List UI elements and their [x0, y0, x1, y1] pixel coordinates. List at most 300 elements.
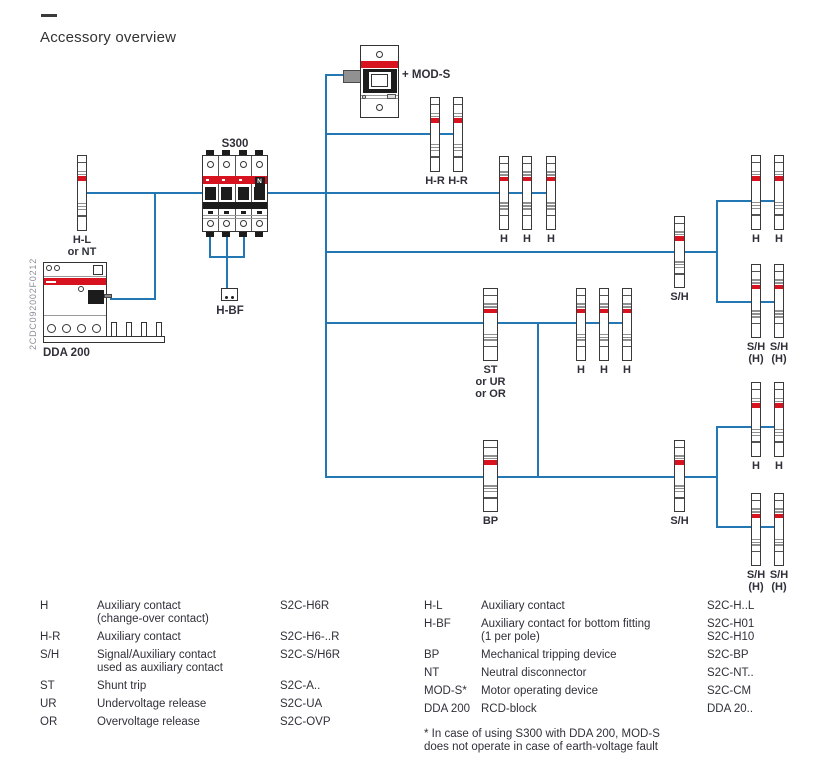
device-band [454, 156, 462, 158]
device-label-sh-right-up-2: S/H (H) [769, 341, 789, 365]
band-mark [206, 179, 209, 181]
device-band [752, 544, 760, 546]
device-band [78, 209, 86, 211]
device-band [500, 215, 508, 217]
device-band [577, 309, 585, 314]
device-band [752, 271, 760, 273]
device-band [675, 231, 684, 233]
device-band [547, 208, 555, 210]
device-band [752, 401, 760, 403]
mods-label: + MOD-S [402, 69, 451, 81]
device-band [431, 113, 439, 115]
device-label-h-l: H-L or NT [67, 234, 97, 258]
device-band [752, 514, 760, 519]
device-band [484, 491, 497, 493]
device-label-sh-right-low-1: S/H (H) [746, 569, 766, 593]
legend-description: Mechanical tripping device [481, 649, 617, 661]
device-band [454, 113, 462, 115]
device-band [600, 334, 608, 336]
device-band [675, 261, 684, 263]
device-h-right-low-1 [751, 382, 761, 457]
device-band [775, 214, 783, 216]
device-label-h-right-low-1: H [752, 460, 760, 472]
device-band [523, 202, 531, 204]
contact-dot [231, 296, 234, 299]
device-band [675, 460, 684, 465]
device-band [484, 455, 497, 457]
device-label-st: ST or UR or OR [475, 364, 506, 400]
hbf-body [221, 288, 238, 301]
device-band [775, 316, 783, 318]
legend-term: UR [40, 698, 57, 710]
legend-left-rows [40, 600, 416, 729]
device-band [623, 346, 631, 348]
device-band [547, 163, 555, 165]
legend-right [424, 600, 816, 754]
device-band [752, 310, 760, 312]
device-band [454, 104, 462, 106]
screw-icon [47, 324, 56, 333]
device-band [775, 205, 783, 207]
screw-icon [54, 265, 60, 271]
hbf-device [221, 288, 238, 301]
device-h-top-1 [499, 156, 509, 230]
device-h-r-2 [453, 97, 463, 172]
legend-description: Shunt trip [97, 680, 147, 692]
device-band [484, 447, 497, 449]
device-band [675, 497, 684, 499]
dda-switch [88, 290, 104, 304]
detail-line [44, 315, 106, 316]
screw-icon [376, 51, 383, 58]
device-band [500, 171, 508, 173]
bar-mark [257, 211, 262, 214]
device-band [577, 303, 585, 305]
device-label-h-mid-1: H [577, 364, 585, 376]
dda200-device [43, 262, 168, 344]
device-band [454, 144, 462, 146]
device-band [675, 447, 684, 449]
legend-row [424, 600, 816, 613]
toggle [205, 187, 216, 200]
detail-line [203, 215, 267, 216]
device-band [484, 485, 497, 487]
dda200-label: DDA 200 [43, 347, 90, 359]
device-band [675, 273, 684, 275]
device-band [752, 162, 760, 164]
device-band [78, 176, 86, 181]
device-band [523, 174, 531, 176]
screw-icon [256, 161, 263, 168]
busbar-fin [141, 322, 147, 337]
title-dash [41, 14, 57, 17]
device-h-mid-1 [576, 288, 586, 361]
device-band [752, 171, 760, 173]
device-band [484, 295, 497, 297]
device-h-right-up-2 [774, 155, 784, 230]
device-band [675, 234, 684, 236]
device-band [775, 539, 783, 541]
device-band [523, 177, 531, 182]
screw-icon [223, 220, 230, 227]
footnote-line: does not operate in case of earth-voltage fault [424, 741, 658, 753]
device-label-h-right-up-1: H [752, 233, 760, 245]
device-label-sh-lower: S/H [670, 515, 689, 527]
device-band [775, 514, 783, 519]
module-divider [235, 156, 236, 231]
screw-icon [362, 95, 366, 99]
wire-segment [716, 426, 779, 428]
device-band [577, 337, 585, 339]
device-band [484, 334, 497, 336]
legend-description: Auxiliary contact (change-over contact) [97, 600, 209, 625]
device-band [484, 460, 497, 465]
device-band [600, 346, 608, 348]
device-band [577, 295, 585, 297]
terminal-tab [222, 232, 230, 237]
device-sh-right-up-2 [774, 264, 784, 338]
legend-row [40, 631, 416, 644]
device-band [500, 163, 508, 165]
device-band [500, 202, 508, 204]
wire-segment [226, 256, 228, 288]
device-sh-upper [674, 216, 685, 288]
legend-order-code: S2C-A.. [280, 680, 321, 692]
s300-label: S300 [221, 138, 249, 150]
device-h-mid-2 [599, 288, 609, 361]
device-band [775, 162, 783, 164]
legend-description: Auxiliary contact [97, 631, 181, 643]
device-sh-right-low-1 [751, 493, 761, 566]
legend-order-code: S2C-UA [280, 698, 323, 710]
device-band [752, 542, 760, 544]
device-band [577, 339, 585, 341]
device-band [775, 323, 783, 325]
device-band [775, 542, 783, 544]
screw-icon [46, 265, 52, 271]
device-band [484, 458, 497, 460]
device-band [752, 282, 760, 284]
device-band [600, 303, 608, 305]
legend-description: Signal/Auxiliary contact used as auxiliary contact [97, 649, 223, 674]
device-band [752, 285, 760, 290]
legend-order-code: S2C-H6-..R [280, 631, 340, 643]
device-band [484, 303, 497, 305]
latch-detail [387, 94, 396, 99]
screw-icon [240, 161, 247, 168]
device-band [484, 488, 497, 490]
device-label-sh-upper: S/H [670, 291, 689, 303]
device-band [752, 202, 760, 204]
test-button [93, 265, 103, 275]
legend-term: NT [424, 667, 440, 679]
band-mark [239, 179, 242, 181]
device-band [523, 171, 531, 173]
device-band [675, 267, 684, 269]
busbar-fin [156, 322, 162, 337]
legend-term: H [40, 600, 49, 612]
wire-segment [325, 133, 461, 135]
device-band [547, 202, 555, 204]
indicator-icon [78, 286, 84, 292]
screw-icon [207, 220, 214, 227]
device-band [752, 429, 760, 431]
device-band [775, 282, 783, 284]
legend-row [424, 667, 816, 680]
device-band [775, 171, 783, 173]
bar-mark [241, 211, 246, 214]
device-band [623, 337, 631, 339]
device-band [623, 334, 631, 336]
device-band [752, 511, 760, 513]
dda-band-mark [46, 281, 56, 283]
device-band [600, 306, 608, 308]
legend-row [40, 680, 416, 693]
device-band [454, 150, 462, 152]
device-band [500, 174, 508, 176]
device-band [484, 306, 497, 308]
device-h-right-up-1 [751, 155, 761, 230]
device-band [752, 551, 760, 553]
device-label-sh-right-up-1: S/H (H) [746, 341, 766, 365]
device-band [431, 150, 439, 152]
device-band [623, 295, 631, 297]
legend-order-code: S2C-NT.. [707, 667, 754, 679]
device-h-mid-3 [622, 288, 632, 361]
legend-row [424, 649, 816, 662]
device-band [78, 174, 86, 176]
device-st [483, 288, 498, 361]
screw-icon [223, 161, 230, 168]
legend-row [40, 716, 416, 729]
legend-term: DDA 200 [424, 703, 471, 715]
legend-description: Overvoltage release [97, 716, 200, 728]
legend-term: H-R [40, 631, 61, 643]
device-band [431, 156, 439, 158]
device-band [775, 544, 783, 546]
device-band [752, 539, 760, 541]
device-band [523, 208, 531, 210]
bar-mark [224, 211, 229, 214]
legend-term: S/H [40, 649, 60, 661]
device-band [775, 279, 783, 281]
motor-core [371, 74, 388, 87]
device-band [623, 309, 631, 314]
device-band [523, 163, 531, 165]
terminal-tab [206, 232, 214, 237]
device-band [752, 500, 760, 502]
module-divider [251, 156, 252, 231]
legend-order-code: S2C-OVP [280, 716, 331, 728]
device-band [752, 323, 760, 325]
device-label-h-top-1: H [500, 233, 508, 245]
screw-icon [62, 324, 71, 333]
device-band [752, 508, 760, 510]
device-band [547, 171, 555, 173]
hbf-label: H-BF [216, 305, 244, 317]
device-h-l [77, 155, 87, 231]
legend-row [424, 685, 816, 698]
device-sh-right-low-2 [774, 493, 784, 566]
mods-red-band [361, 61, 398, 68]
device-band [577, 306, 585, 308]
device-band [752, 279, 760, 281]
device-band [752, 176, 760, 181]
device-band [600, 337, 608, 339]
device-band [78, 206, 86, 208]
device-band [775, 511, 783, 513]
device-band [752, 214, 760, 216]
device-band [752, 403, 760, 408]
device-band [484, 339, 497, 341]
device-band [775, 441, 783, 443]
device-band [775, 208, 783, 210]
device-h-right-low-2 [774, 382, 784, 457]
legend-left [40, 600, 416, 734]
legend-description: Auxiliary contact for bottom fitting (1 per pole) [481, 618, 651, 643]
device-band [78, 215, 86, 217]
locking-bar [203, 202, 267, 209]
bar-mark [208, 211, 213, 214]
switch-pin [104, 294, 112, 298]
device-band [484, 309, 497, 314]
legend-row [40, 600, 416, 626]
device-band [775, 202, 783, 204]
legend-order-code: S2C-H6R [280, 600, 330, 612]
wire-segment [716, 200, 718, 303]
device-band [577, 334, 585, 336]
device-band [500, 208, 508, 210]
footnote-line: * In case of using S300 with DDA 200, MOD-S [424, 728, 660, 740]
legend-description: RCD-block [481, 703, 537, 715]
device-band [752, 398, 760, 400]
device-h-r-1 [430, 97, 440, 172]
device-label-h-r-2: H-R [448, 175, 468, 187]
device-band [547, 177, 555, 182]
device-band [775, 271, 783, 273]
busbar-fin [126, 322, 132, 337]
device-h-top-2 [522, 156, 532, 230]
band-mark [222, 179, 225, 181]
device-label-h-right-low-2: H [775, 460, 783, 472]
device-band [752, 208, 760, 210]
device-band [523, 215, 531, 217]
device-band [623, 339, 631, 341]
device-band [600, 339, 608, 341]
device-label-h-top-2: H [523, 233, 531, 245]
device-band [675, 491, 684, 493]
device-band [775, 429, 783, 431]
detail-line [44, 276, 106, 277]
plug-connector [343, 70, 361, 83]
legend-description: Neutral disconnector [481, 667, 587, 679]
screw-icon [256, 220, 263, 227]
device-band [431, 118, 439, 123]
legend-term: H-L [424, 600, 443, 612]
wire-segment [716, 200, 779, 202]
device-band [775, 435, 783, 437]
device-h-top-3 [546, 156, 556, 230]
screw-icon [376, 104, 383, 111]
module-divider [218, 156, 219, 231]
device-bp [483, 440, 498, 512]
device-band [752, 205, 760, 207]
device-band [454, 118, 462, 123]
device-band [431, 144, 439, 146]
device-band [752, 174, 760, 176]
legend-row [40, 649, 416, 675]
wire-segment [325, 251, 718, 253]
device-band [775, 313, 783, 315]
legend-order-code: S2C-H..L [707, 600, 755, 612]
wire-segment [716, 301, 779, 303]
legend-term: BP [424, 649, 440, 661]
s300-breaker [202, 150, 268, 237]
device-band [623, 306, 631, 308]
terminal-tab [255, 232, 263, 237]
legend-footnote [424, 728, 816, 754]
device-band [752, 313, 760, 315]
device-band [484, 346, 497, 348]
device-band [775, 500, 783, 502]
page-title: Accessory overview [40, 29, 177, 46]
screw-icon [240, 220, 247, 227]
device-label-bp: BP [482, 515, 499, 527]
device-sh-lower [674, 440, 685, 512]
legend-term: OR [40, 716, 58, 728]
device-band [675, 223, 684, 225]
mods-device [343, 44, 400, 120]
device-sh-right-up-1 [751, 264, 761, 338]
device-band [675, 485, 684, 487]
contact-dot [225, 296, 228, 299]
wire-segment [82, 192, 552, 194]
device-label-h-mid-3: H [623, 364, 631, 376]
legend-order-code: S2C-BP [707, 649, 749, 661]
device-band [78, 162, 86, 164]
neutral-pole-label: N [257, 177, 262, 185]
device-band [775, 310, 783, 312]
wire-segment [716, 426, 718, 528]
terminal-tab [239, 232, 247, 237]
device-band [454, 116, 462, 118]
device-band [775, 285, 783, 290]
legend-description: Auxiliary contact [481, 600, 565, 612]
legend-term: ST [40, 680, 55, 692]
device-band [675, 236, 684, 241]
wire-segment [716, 526, 779, 528]
legend-order-code: DDA 20.. [707, 703, 754, 715]
device-band [775, 174, 783, 176]
device-band [623, 303, 631, 305]
device-label-h-right-up-2: H [775, 233, 783, 245]
legend-term: H-BF [424, 618, 451, 630]
toggle [221, 187, 232, 200]
device-band [484, 337, 497, 339]
legend-description: Motor operating device [481, 685, 598, 697]
device-band [78, 171, 86, 173]
image-code-vertical: 2CDC092002F0212 [28, 257, 38, 351]
detail-line [203, 218, 267, 219]
legend-right-rows [424, 600, 816, 716]
device-label-h-mid-2: H [600, 364, 608, 376]
device-band [577, 346, 585, 348]
device-band [775, 551, 783, 553]
device-band [431, 104, 439, 106]
device-band [454, 147, 462, 149]
device-band [547, 174, 555, 176]
device-band [752, 441, 760, 443]
